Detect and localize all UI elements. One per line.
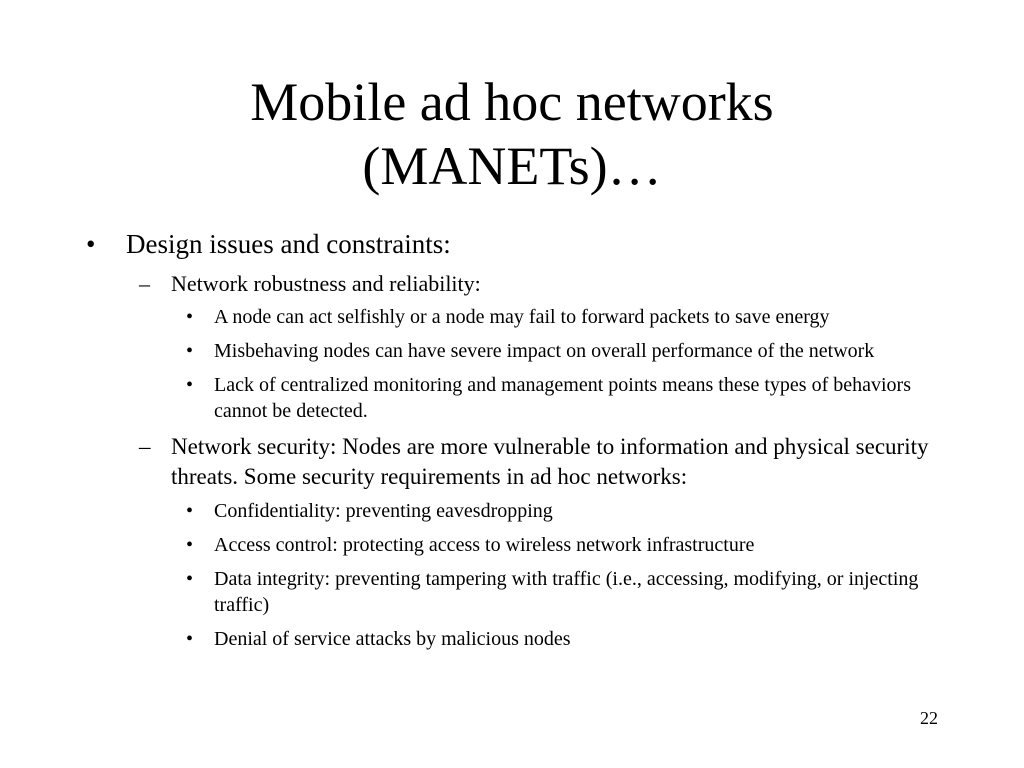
bullet-icon: • [186,500,194,522]
bullet-icon: • [86,229,96,259]
list-item-text: A node can act selfishly or a node may fail to forward packets to save energy [214,306,830,328]
list-item-text: Confidentiality: preventing eavesdropping [214,500,553,522]
bullet-icon: • [186,306,194,328]
title-line-2: (MANETs)… [362,136,662,196]
subbullet-security [139,432,946,492]
list-item-text: Access control: protecting access to wireless network infrastructure [214,534,755,556]
bullet-design-issues [86,228,946,260]
list-item-text: Lack of centralized monitoring and management points means these types of behaviors cannot be detected. [214,374,912,422]
subbullet-text: Network security: Nodes are more vulnerable to information and physical security threats. Some security requirements in ad hoc networks: [171,434,929,489]
bullet-text: Design issues and constraints: [126,229,451,259]
slide-title [0,70,1024,198]
bullet-icon: • [186,374,194,396]
list-item [186,626,944,652]
bullet-icon: • [186,568,194,590]
slide-content [86,228,946,652]
list-item [186,566,944,618]
bullet-icon: • [186,628,194,650]
bullet-icon: • [186,340,194,362]
bullet-icon: • [186,534,194,556]
list-item [186,338,944,364]
list-item-text: Data integrity: preventing tampering with traffic (i.e., accessing, modifying, or injecting traffic) [214,568,919,616]
list-item-text: Misbehaving nodes can have severe impact on overall performance of the network [214,340,875,362]
subbullet-robustness [139,270,946,298]
page-number: 22 [920,708,938,728]
dash-icon: – [139,271,150,296]
dash-icon: – [139,434,151,459]
title-line-1: Mobile ad hoc networks [250,72,774,132]
list-item [186,532,944,558]
list-item [186,498,944,524]
subbullet-text: Network robustness and reliability: [171,271,481,296]
list-item [186,304,944,330]
list-item-text: Denial of service attacks by malicious nodes [214,628,571,650]
list-item [186,372,944,424]
